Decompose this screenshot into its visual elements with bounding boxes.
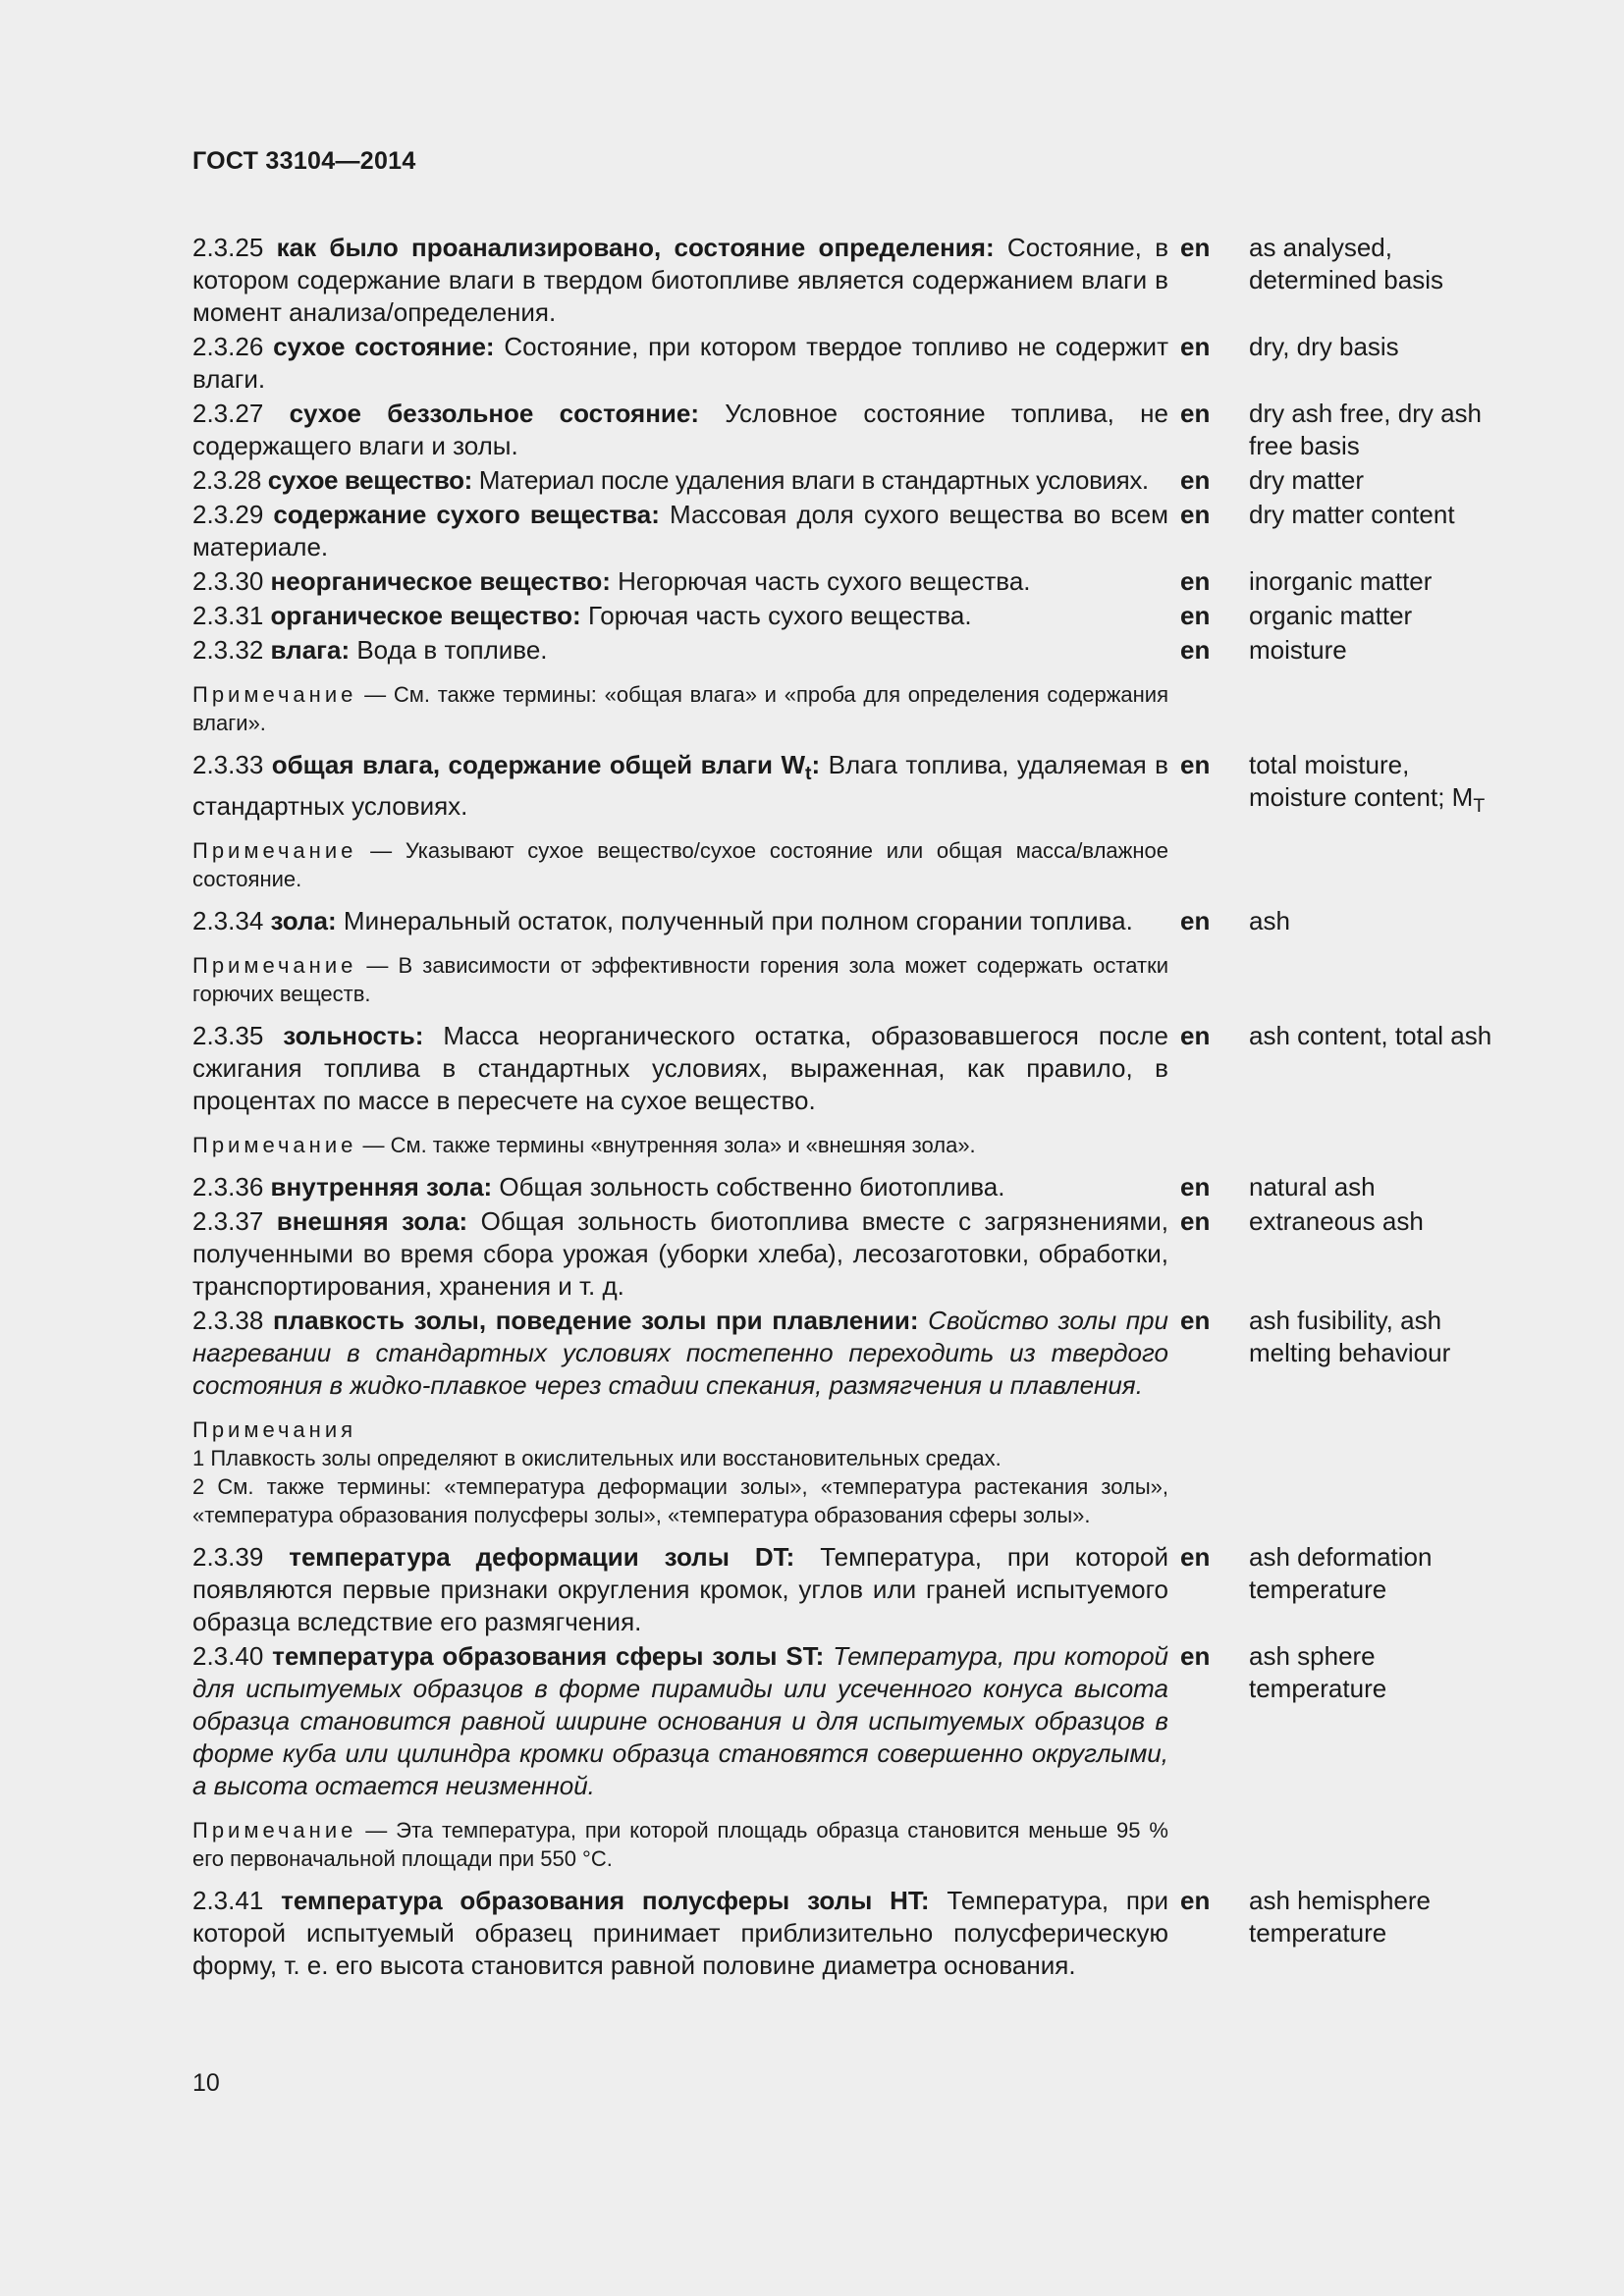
term-entry-2-3-28 [192,464,1518,497]
english-term: ash deformation temperature [1249,1542,1433,1605]
note-label: Примечание [192,1133,357,1158]
lang-code: en [1180,1306,1211,1336]
term-entry-2-3-34 [192,905,1518,937]
term-entry-2-3-40 [192,1640,1518,1802]
term-definition: 2.3.35 зольность: Масса неорганического остатка, образовавшегося после сжигания топлива в стандартных условиях, выраженная, как правило, в процентах по массе в пересчете на сухое вещество. [192,1021,1168,1116]
term-entry-2-3-36 [192,1171,1518,1203]
note-label: Примечание [192,838,357,864]
page-number: 10 [192,2069,220,2097]
note-label: Примечание [192,682,357,707]
term-definition: 2.3.28 сухое вещество: Материал после удаления влаги в стандартных условиях. [192,465,1149,495]
term-entry-2-3-32 [192,634,1518,667]
lang-code: en [1180,399,1211,428]
notes-label: Примечания [192,1417,357,1443]
note: Примечание — См. также термины: «общая влага» и «проба для определения содержания влаги». [192,682,1168,735]
note-label: Примечание [192,953,357,979]
term-definition: 2.3.32 влага: Вода в топливе. [192,635,548,665]
note: Примечание — См. также термины «внутренняя зола» и «внешняя зола». [192,1133,976,1158]
term-definition: 2.3.31 органическое вещество: Горючая часть сухого вещества. [192,601,972,630]
term-definition: 2.3.36 внутренняя зола: Общая зольность собственно биотоплива. [192,1172,1005,1202]
term-definition: 2.3.34 зола: Минеральный остаток, полученный при полном сгорании топлива. [192,906,1133,936]
lang-code: en [1180,1021,1211,1051]
note: Примечание — Эта температура, при которой площадь образца становится меньше 95 % его первоначальной площади при 550 °С. [192,1818,1168,1872]
note: Примечание — В зависимости от эффективности горения зола может содержать остатки горючих веществ. [192,953,1168,1007]
term-definition: 2.3.39 температура деформации золы DT: Температура, при которой появляются первые признаки округления кромок, углов или граней испытуемого образца вследствие его размягчения. [192,1542,1168,1637]
english-term: dry matter [1249,465,1365,495]
english-term: ash [1249,906,1290,936]
term-definition: 2.3.25 как было проанализировано, состояние определения: Состояние, в котором содержание влаги в твердом биотопливе является содержанием влаги в момент анализа/определения. [192,233,1169,327]
english-term: ash hemisphere temperature [1249,1886,1431,1949]
note-item: 2 См. также термины: «температура деформации золы», «температура растекания золы», «температура образования полусферы золы», «температура образования сферы золы». [192,1474,1168,1528]
term-entry-2-3-27 [192,398,1518,462]
english-term: moisture [1249,635,1347,665]
lang-code: en [1180,1886,1211,1916]
english-term: inorganic matter [1249,566,1433,596]
term-definition: 2.3.37 внешняя зола: Общая зольность биотоплива вместе с загрязнениями, полученными во время сбора урожая (уборки хлеба), лесозаготовки, обработки, транспортирования, хранения и т. д. [192,1206,1168,1302]
term-entry-2-3-39 [192,1541,1518,1638]
lang-code: en [1180,906,1211,936]
english-term: extraneous ash [1249,1206,1424,1237]
note-item: 1 Плавкость золы определяют в окислительных или восстановительных средах. [192,1446,1001,1471]
terms-list [192,232,1518,1984]
lang-code: en [1180,1542,1211,1573]
english-term: ash sphere temperature [1249,1641,1387,1704]
lang-code: en [1180,635,1211,665]
term-definition: 2.3.41 температура образования полусферы золы HT: Температура, при которой испытуемый образец принимает приблизительно полусферическую форму, т. е. его высота становится равной половине диаметра основания. [192,1886,1168,1981]
document-header: ГОСТ 33104—2014 [192,147,416,175]
english-term: dry, dry basis [1249,332,1399,361]
lang-code: en [1180,1172,1211,1202]
term-definition: 2.3.33 общая влага, содержание общей влаги $W_t$: Влага топлива, удаляемая в стандартных условиях. [192,750,1168,822]
english-term: natural ash [1249,1172,1376,1202]
notes-block [192,1415,1168,1529]
english-term: dry matter content [1249,500,1455,529]
english-term: total moisture, moisture content; $M_T$ [1249,750,1486,818]
lang-code: en [1180,465,1211,495]
lang-code: en [1180,1641,1211,1672]
note-label: Примечание [192,1818,357,1843]
term-definition: 2.3.27 сухое беззольное состояние: Условное состояние топлива, не содержащего влаги и золы. [192,399,1168,460]
english-term: as analysed, determined basis [1249,233,1443,294]
lang-code: en [1180,233,1211,262]
english-term: ash fusibility, ash melting behaviour [1249,1306,1451,1368]
lang-code: en [1180,566,1211,596]
note: Примечание — Указывают сухое вещество/сухое состояние или общая масса/влажное состояние. [192,838,1168,892]
lang-code: en [1180,1206,1211,1237]
term-entry-2-3-38 [192,1305,1518,1402]
term-definition: 2.3.30 неорганическое вещество: Негорючая часть сухого вещества. [192,566,1031,596]
term-entry-2-3-26 [192,331,1518,396]
term-entry-2-3-35 [192,1020,1518,1117]
lang-code: en [1180,601,1211,630]
term-entry-2-3-37 [192,1205,1518,1303]
term-definition: 2.3.26 сухое состояние: Состояние, при котором твердое топливо не содержит влаги. [192,332,1168,394]
term-entry-2-3-33 [192,749,1518,823]
term-definition: 2.3.38 плавкость золы, поведение золы при плавлении: Свойство золы при нагревании в стандартных условиях постепенно переходить из твердого состояния в жидко-плавкое через стадии спекания, размягчения и плавления. [192,1306,1168,1401]
lang-code: en [1180,500,1211,529]
term-definition: 2.3.40 температура образования сферы золы ST: Температура, при которой для испытуемых образцов в форме пирамиды или усеченного конуса высота образца становится равной ширине основания и для испытуемых образцов в форме куба или цилиндра кромки образца становятся совершенно округлыми, а высота остается неизменной. [192,1641,1168,1801]
english-term: organic matter [1249,601,1413,630]
term-entry-2-3-30 [192,565,1518,598]
term-entry-2-3-41 [192,1885,1518,1982]
term-entry-2-3-25 [192,232,1518,329]
term-entry-2-3-31 [192,600,1518,632]
term-definition: 2.3.29 содержание сухого вещества: Массовая доля сухого вещества во всем материале. [192,500,1168,561]
term-entry-2-3-29 [192,499,1518,563]
english-term: ash content, total ash [1249,1021,1492,1051]
lang-code: en [1180,750,1211,779]
lang-code: en [1180,332,1211,361]
english-term: dry ash free, dry ash free basis [1249,399,1482,460]
